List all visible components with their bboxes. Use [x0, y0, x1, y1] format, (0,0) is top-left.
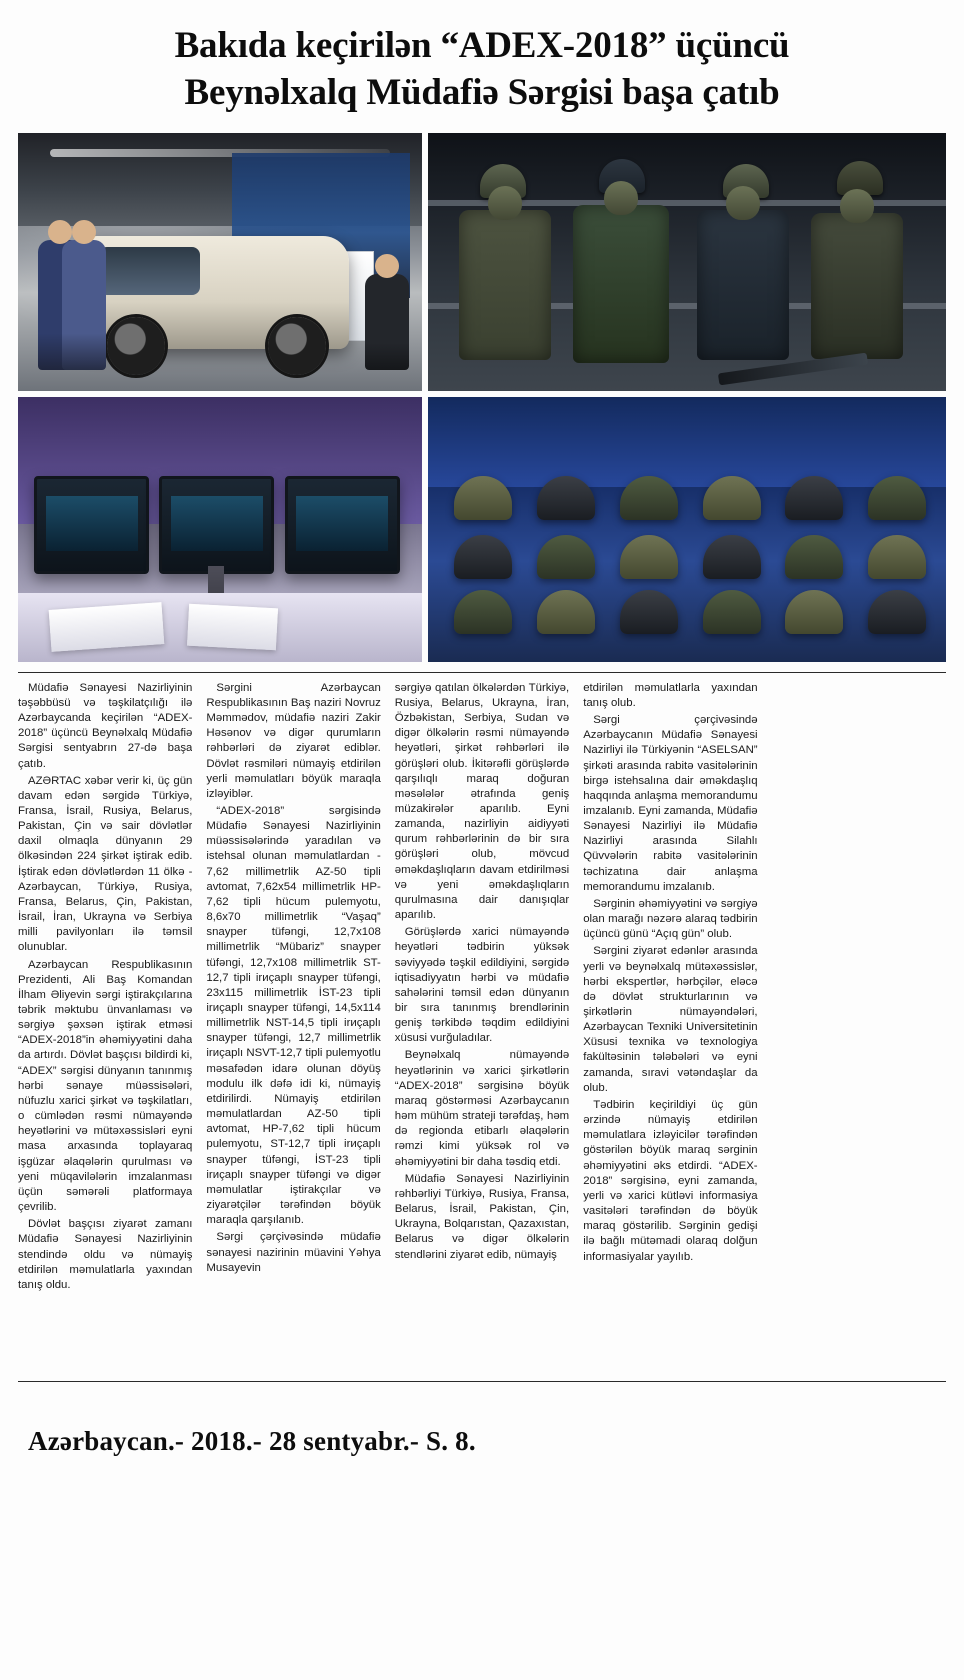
- paragraph: Müdafiə Sənayesi Nazirliyinin rəhbərliyi Türkiyə, Rusiya, Fransa, Belarus, İsrail, Pakistan, Çin, Ukrayna, Bolqarıstan, Qazaxıstan, Belarus və digər ölkələrin stendlərini ziyarət edib, nümayiş: [394, 1172, 570, 1261]
- divider-top: [18, 672, 946, 673]
- photo-display-monitors: [18, 397, 422, 662]
- monitor-screen: [34, 476, 149, 574]
- helmet-icon: [454, 535, 512, 579]
- helmet-icon: [703, 535, 761, 579]
- paragraph: Müdafiə Sənayesi Nazirliyinin təşəbbüsü və təşkilatçılığı ilə Azərbaycanda keçirilən “ADEX-2018” üçüncü Beynəlxalq Müdafiə Sərgisi sentyabrın 27-də başa çatıb.: [18, 681, 193, 770]
- mannequin-torso: [697, 210, 789, 360]
- helmet-icon: [537, 590, 595, 634]
- paragraph: Beynəlxalq nümayəndə heyətlərinin və xarici şirkətlərin “ADEX-2018” sərgisinə böyük maraq göstərməsi Azərbaycanın həm mühüm strateji tərəfdaş, həm də regionda etibarlı əlaqələrin rəmzi kimi yüksək rol və əhəmiyyətini bir daha təsdiq etdi.: [394, 1049, 570, 1168]
- helmet-icon: [454, 590, 512, 634]
- text-column-4: [583, 681, 757, 1371]
- helmet-icon: [620, 590, 678, 634]
- helmet-icon: [868, 590, 926, 634]
- mannequin-torso: [573, 205, 669, 363]
- text-column-1: [18, 681, 192, 1371]
- paragraph: Sərginin əhəmiyyətini və sərgiyə olan marağı nəzərə alaraq tədbirin üçüncü günü “Açıq gün” olub.: [583, 897, 758, 941]
- paragraph: “ADEX-2018” sərgisində Müdafiə Sənayesi Nazirliyinin müəssisələrində yaradılan və istehsal olunan məmulatlardan - 7,62 millimetrlik AZ-50 tipli avtomat, 7,62x54 millimetrlik HP-7,62 tipli hücum pulemyotu, 8,6x70 millimetrlik “Vaşaq” snayper tüfəngi, 12,7x108 millimetrlik “Mübariz” snayper tüfəngi, 12,7x108 millimetrlik ST-12,7 tipli irиçaplı snayper tüfəngi, 23x115 millimetrlik İST-23 tipli irиçaplı snayper tüfəngi, 14,5x114 millimetrlik NST-14,5 tipli irиçaplı snayper tüfəngi, 12,7 millimetrlik irиçaplı NSVT-12,7 tipli pulemyotlu məsafədən idarə olunan döyüş modulu ilk dəfə idi ki, nümayiş etdirilirdi. Nümayiş etdirilən məmulatlardan AZ-50 tipli avtomat, HP-7,62 tipli hücum pulemyotu, ST-12,7 tipli irиçaplı snayper tüfəngi, İST-23 tipli irиçaplı snayper tüfəngi və digər məmulatlar iştirakçılar və ziyarətçilər tərəfindən böyük maraqla qarşılanıb.: [206, 804, 381, 1227]
- helmet-icon: [703, 590, 761, 634]
- photo-helmet-wall: [428, 397, 946, 662]
- paragraph: Görüşlərdə xarici nümayəndə heyətləri tədbirin yüksək səviyyədə təşkil edildiyini, sərgidə iqtisadiyyatın hərbi və müdafiə sahələrini təmsil edən dünyanın bir sıra tanınmış brendlərinin geniş tərkibdə təqdim edildiyini xüsusi vurğuladılar.: [394, 926, 570, 1045]
- page-title: [18, 0, 946, 117]
- paragraph: AZƏRTAC xəbər verir ki, üç gün davam edən sərgidə Türkiyə, Fransa, İsrail, Rusiya, Belarus, Pakistan, Çin və sair dövlətlər daxil olmaqla dünyanın 29 ölkəsindən 224 şirkət iştirak edib. İştirak edən dövlətlərdən 11 ölkə - Azərbaycan, Türkiyə, Rusiya, Fransa, Belarus, Çin, Pakistan, İsrail, İran, Ukrayna və Serbiya milli pavilyonları ilə təmsil olunublar.: [18, 774, 193, 954]
- photo-armored-vehicle: [18, 133, 422, 391]
- photo-grid: [18, 133, 946, 662]
- paragraph: Sərgi çərçivəsində Azərbaycanın Müdafiə Sənayesi Nazirliyi ilə Türkiyənin “ASELSAN” şirkəti arasında rabitə vasitələrinin birgə istehsalına dair əməkdaşlıq haqqında anlaşma memorandumu imzalanıb. Eyni zamanda, Müdafiə Sənayesi Nazirliyi ilə Müdafiə Nazirliyi arasında Silahlı Qüvvələrin rabitə vasitələrinin təchizatına dair anlaşma memorandumu imzalanıb.: [583, 714, 758, 893]
- paragraph: Sərgini ziyarət edənlər arasında yerli və beynəlxalq mütəxəssislər, hərbi ekspertlər, hərbçilər, eləcə də dövlət strukturlarının və şirkətlərin nümayəndələri, Azərbaycan Texniki Universitetinin Xüsusi texnika və texnologiya fakültəsinin tələbələri və eyni zamanda, sıravi vətəndaşlar da olub.: [583, 945, 758, 1094]
- monitor-screen: [159, 476, 274, 574]
- paragraph: Sərgini Azərbaycan Respublikasının Baş naziri Novruz Məmmədov, müdafiə naziri Zakir Həsənov və digər qurumların rəhbərləri də ziyarət ediblər. Dövlət rəsmiləri nümayiş etdirilən yerli məmulatları böyük maraqla izləyiblər.: [206, 681, 381, 800]
- helmet-icon: [868, 535, 926, 579]
- mannequin-torso: [811, 213, 903, 359]
- headline-line-1: Bakıda keçirilən “ADEX-2018” üçüncü: [174, 25, 790, 66]
- paragraph: etdirilən məmulatlarla yaxından tanış olub.: [583, 681, 758, 709]
- photo-mannequins: [428, 133, 946, 391]
- visitor-figure: [62, 240, 106, 370]
- text-column-2: [206, 681, 380, 1371]
- brochure: [187, 604, 278, 651]
- divider-bottom: [18, 1381, 946, 1382]
- helmet-icon: [537, 535, 595, 579]
- helmet-icon: [785, 590, 843, 634]
- helmet-icon: [785, 535, 843, 579]
- helmet-icon: [620, 535, 678, 579]
- paragraph: sərgiyə qatılan ölkələrdən Türkiyə, Rusiya, Belarus, Ukrayna, İran, Özbəkistan, Serbiya, Sudan və digər ölkələrin rəsmi nümayəndə heyətləri, şirkət rəhbərləri ilə görüşləri olub. İkitərəfli görüşlərdə qarşılıqlı maraq doğuran məsələlər ətrafında geniş müzakirələr aparılıb. Eyni zamanda, nazirliyin aidiyyəti qurum rəhbərlərinin də bir sıra görüşləri olub, mövcud əməkdaşlıqların davam etdirilməsi və yeni əməkdaşlıqların qurulmasına dair danışıqlar aparılıb.: [394, 681, 570, 922]
- text-column-5: [772, 681, 946, 1371]
- text-column-3: [395, 681, 569, 1371]
- headline-line-2: Beynəlxalq Müdafiə Sərgisi başa çatıb: [184, 72, 780, 114]
- vehicle-wheel: [107, 317, 165, 375]
- mannequin-torso: [459, 210, 551, 360]
- paragraph: Tədbirin keçirildiyi üç gün ərzində nümayiş etdirilən məmulatlara izləyicilər tərəfindən göstərilən böyük maraq sərginin əhəmiyyətini əks etdirdi. “ADEX-2018” sərgisinə, eyni zamanda, yerli və xarici kütləvi informasiya vasitələri tərəfindən də böyük maraq göstərilib. Sərginin gedişi ilə bağlı mütəmadi olaraq dolğun informasiyalar yayılıb.: [583, 1098, 758, 1263]
- visitor-figure: [365, 274, 409, 370]
- source-citation: Azərbaycan.- 2018.- 28 sentyabr.- S. 8.: [28, 1425, 476, 1456]
- vehicle-wheel: [268, 317, 326, 375]
- paragraph: Sərgi çərçivəsində müdafiə sənayesi nazirinin müavini Yəhya Musayevin: [206, 1231, 381, 1274]
- paragraph: Dövlət başçısı ziyarət zamanı Müdafiə Sənayesi Nazirliyinin stendində oldu və nümayiş etdirilən məmulatlarla yaxından tanış oldu.: [18, 1218, 193, 1291]
- article-body: [18, 681, 946, 1371]
- monitor-screen: [285, 476, 400, 574]
- booth-wall: [428, 397, 946, 487]
- brochure: [49, 602, 165, 652]
- paragraph: Azərbaycan Respublikasının Prezidenti, Ali Baş Komandan İlham Əliyevin sərgi iştirakçılarına təbrik məktubu ünvanlaması və sərgiyə şəxsən iştirak etməsi “ADEX-2018”in əhəmiyyətini daha da artırdı. Dövlət başçısı bildirdi ki, “ADEX” sərgisi dünyanın tanınmış hərbi sənaye müəssisələri, nüfuzlu xarici şirkət və təşkilatları, o cümlədən rəsmi nümayəndə heyətlərini və mütəxəssisləri eyni masa arxasında toplayaraq işgüzar əlaqələrin qurulması və yeni müqavilələrin imzalanması üçün səmərəli platformaya çevrilib.: [18, 958, 193, 1214]
